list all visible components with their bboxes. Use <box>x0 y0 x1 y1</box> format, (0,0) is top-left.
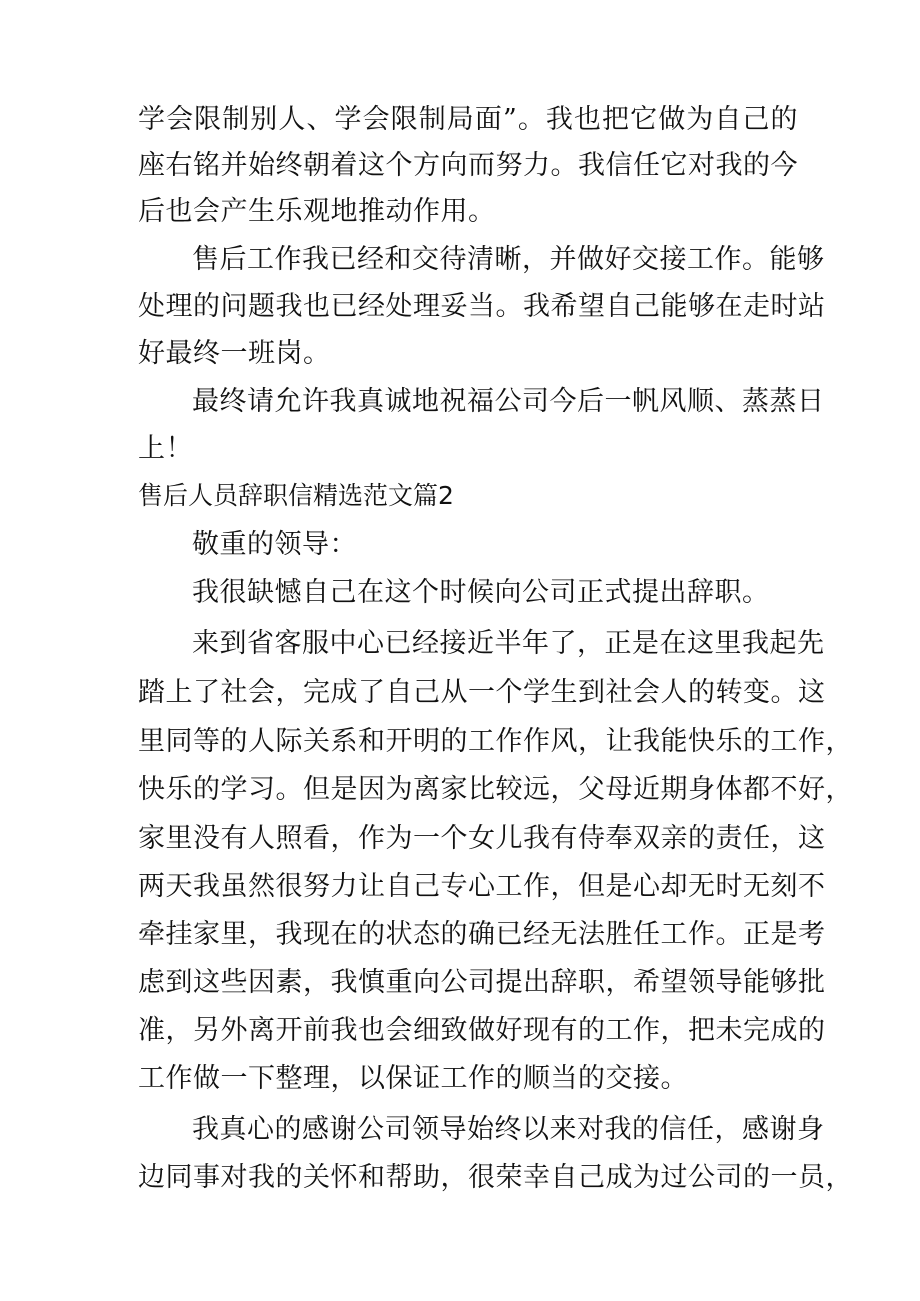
text-line: 处理的问题我也已经处理妥当。我希望自己能够在走时站 <box>138 291 826 322</box>
paragraph-first-line: 售后工作我已经和交待清晰，并做好交接工作。能够 <box>192 244 825 275</box>
text-line: 边同事对我的关怀和帮助，很荣幸自己成为过公司的一员， <box>138 1162 853 1193</box>
paragraph-first-line: 我真心的感谢公司领导始终以来对我的信任，感谢身 <box>192 1114 825 1145</box>
text-line: 学会限制别人、学会限制局面”。我也把它做为自己的 <box>138 104 798 135</box>
text-line: 家里没有人照看，作为一个女儿我有侍奉双亲的责任，这 <box>138 823 826 854</box>
paragraph-first-line: 来到省客服中心已经接近半年了，正是在这里我起先 <box>192 628 825 659</box>
text-line: 后也会产生乐观地推动作用。 <box>138 196 496 227</box>
text-line: 牵挂家里，我现在的状态的确已经无法胜任工作。正是考 <box>138 919 826 950</box>
text-line: 上！ <box>138 433 193 464</box>
section-heading: 售后人员辞职信精选范文篇2 <box>138 481 454 510</box>
text-line: 虑到这些因素，我慎重向公司提出辞职，希望领导能够批 <box>138 967 826 998</box>
text-line: 里同等的人际关系和开明的工作作风，让我能快乐的工作， <box>138 726 853 757</box>
text-line: 踏上了社会，完成了自己从一个学生到社会人的转变。这 <box>138 677 826 708</box>
paragraph-first-line: 我很缺憾自己在这个时候向公司正式提出辞职。 <box>192 577 770 608</box>
text-line: 好最终一班岗。 <box>138 338 331 369</box>
text-line: 工作做一下整理，以保证工作的顺当的交接。 <box>138 1063 688 1094</box>
text-line: 准，另外离开前我也会细致做好现有的工作，把未完成的 <box>138 1015 826 1046</box>
text-line: 快乐的学习。但是因为离家比较远，父母近期身体都不好， <box>138 774 853 805</box>
salutation: 敬重的领导： <box>192 529 357 560</box>
text-line: 座右铭并始终朝着这个方向而努力。我信任它对我的今 <box>138 150 798 181</box>
text-line: 两天我虽然很努力让自己专心工作，但是心却无时无刻不 <box>138 871 826 902</box>
paragraph-first-line: 最终请允许我真诚地祝福公司今后一帆风顺、蒸蒸日 <box>192 386 825 417</box>
